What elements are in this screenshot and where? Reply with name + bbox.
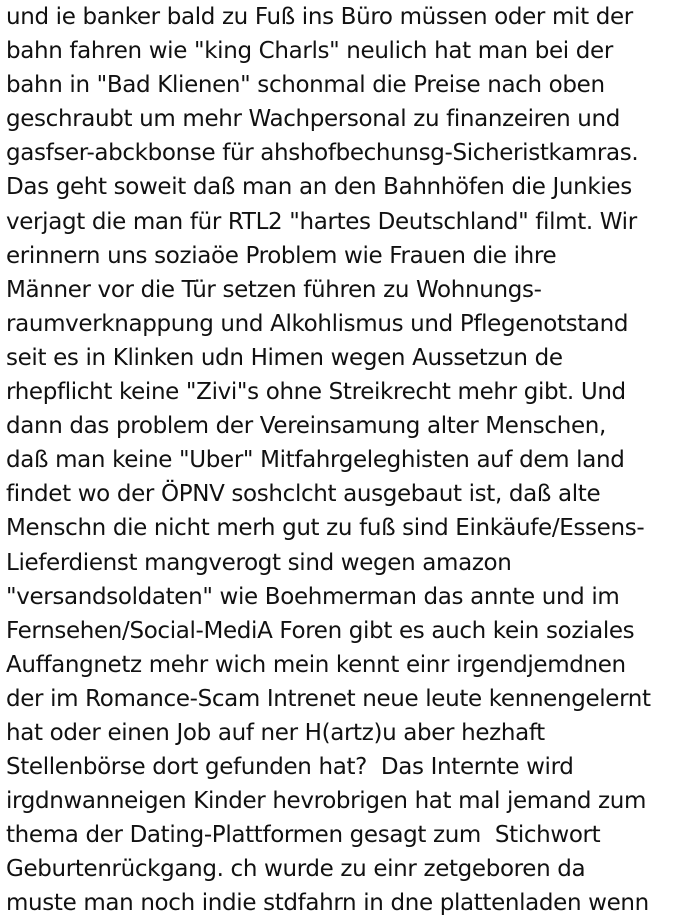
- text-line: bahn fahren wie "king Charls" neulich hat man bei der: [6, 38, 613, 65]
- text-line: seit es in Klinken udn Himen wegen Aussetzun de: [6, 344, 563, 371]
- text-line: Auffangnetz mehr wich mein kennt einr irgendjemdnen: [6, 651, 626, 678]
- text-line: Stellenbörse dort gefunden hat? Das Internte wird: [6, 754, 574, 781]
- text-line: erinnern uns soziaöe Problem wie Frauen die ihre: [6, 242, 557, 269]
- text-line: irgdnwanneigen Kinder hevrobrigen hat mal jemand zum: [6, 788, 647, 815]
- text-line: der im Romance-Scam Intrenet neue leute kennengelernt: [6, 685, 651, 712]
- text-line: findet wo der ÖPNV soshclcht ausgebaut ist, daß alte: [6, 481, 601, 508]
- text-line: geschraubt um mehr Wachpersonal zu finanzeiren und: [6, 106, 620, 133]
- text-line: daß man keine "Uber" Mitfahrgeleghisten auf dem land: [6, 447, 625, 474]
- text-line: und ie banker bald zu Fuß ins Büro müssen oder mit der: [6, 4, 633, 30]
- text-line: Das geht soweit daß man an den Bahnhöfen die Junkies: [6, 174, 632, 201]
- document-body: [6, 0, 684, 921]
- text-line: "versandsoldaten" wie Boehmerman das annte und im: [6, 583, 620, 610]
- text-line: Menschn die nicht merh gut zu fuß sind Einkäufe/Essens-: [6, 515, 645, 542]
- text-line: gasfser-abckbonse für ahshofbechunsg-Sicheristkamras.: [6, 140, 639, 167]
- text-line: raumverknappung und Alkohlismus und Pflegenotstand: [6, 310, 629, 337]
- text-line: rhepflicht keine "Zivi"s ohne Streikrecht mehr gibt. Und: [6, 379, 626, 406]
- text-line: Lieferdienst mangverogt sind wegen amazon: [6, 549, 512, 576]
- text-line: verjagt die man für RTL2 "hartes Deutschland" filmt. Wir: [6, 208, 637, 235]
- text-line: bahn in "Bad Klienen" schonmal die Preise nach oben: [6, 72, 605, 99]
- text-line: Fernsehen/Social-MediA Foren gibt es auch kein soziales: [6, 617, 635, 644]
- text-line: Männer vor die Tür setzen führen zu Wohnungs-: [6, 276, 542, 303]
- text-line: hat oder einen Job auf ner H(artz)u aber hezhaft: [6, 719, 545, 746]
- text-line: muste man noch indie stdfahrn in dne plattenladen wenn: [6, 890, 649, 917]
- text-line: dann das problem der Vereinsamung alter Menschen,: [6, 413, 606, 440]
- text-line: thema der Dating-Plattformen gesagt zum Stichwort: [6, 822, 601, 849]
- text-line: Geburtenrückgang. ch wurde zu einr zetgeboren da: [6, 856, 586, 883]
